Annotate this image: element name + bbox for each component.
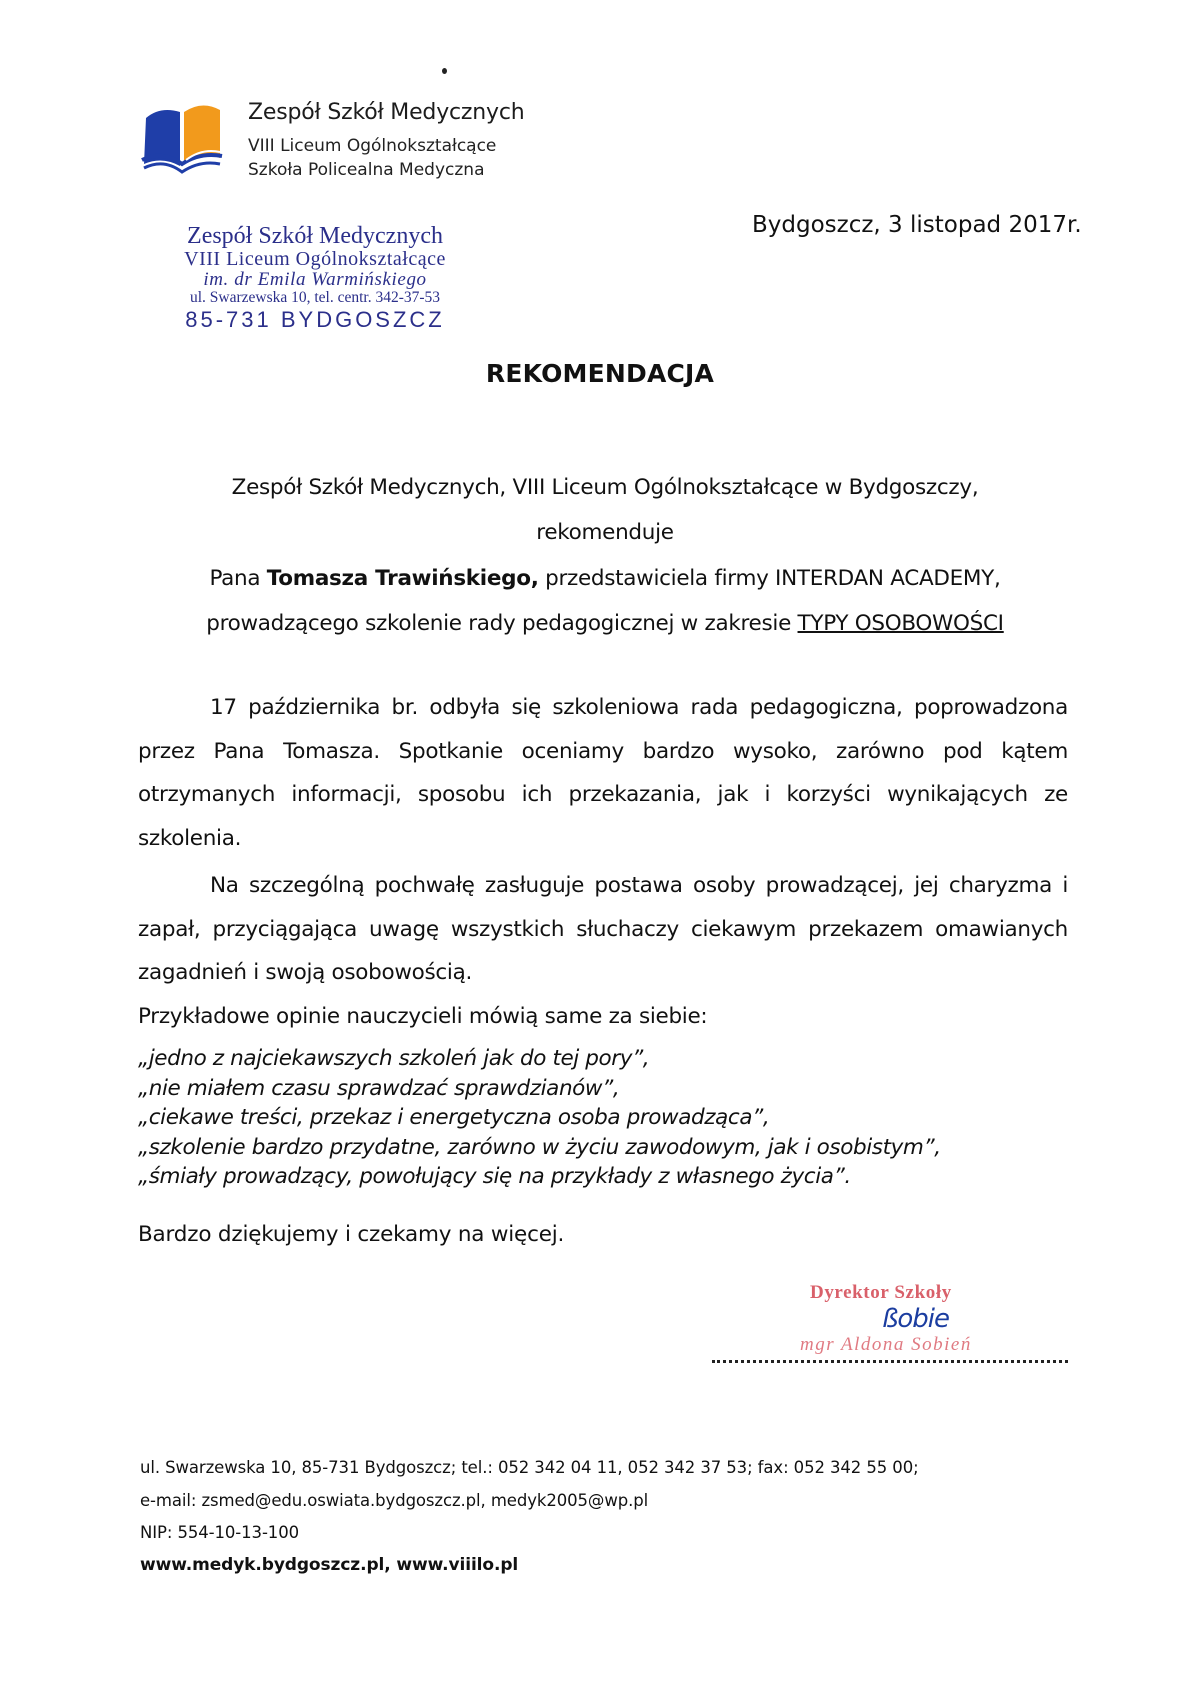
quote: „śmiały prowadzący, powołujący się na przykłady z własnego życia”. <box>138 1164 851 1189</box>
teacher-quotes <box>138 1044 1068 1192</box>
intro-line-2: rekomenduje <box>536 520 674 545</box>
intro-prefix: Pana <box>209 566 267 591</box>
training-topic: TYPY OSOBOWOŚCI <box>797 611 1004 636</box>
open-book-logo-icon <box>140 98 224 176</box>
quote: „nie miałem czasu sprawdzać sprawdzianów”, <box>138 1075 620 1101</box>
intro-line-4 <box>130 611 1080 636</box>
signatory-name-stamp: mgr Aldona Sobień <box>800 1334 972 1355</box>
recommended-person-name: Tomasza Trawińskiego, <box>266 566 539 591</box>
intro-line-1: Zespół Szkół Medycznych, VIII Liceum Ogólnokształcące w Bydgoszczy, <box>231 475 979 500</box>
signature-block <box>712 1282 1068 1363</box>
letter-date: Bydgoszcz, 3 listopad 2017r. <box>752 212 1082 238</box>
stamp-line-1: Zespół Szkół Medycznych <box>187 223 443 249</box>
letter-body <box>138 686 1068 1250</box>
paragraph-1-text: 17 października br. odbyła się szkoleniowa rada pedagogiczna, poprowadzona przez Pana Tomasza. Spotkanie oceniamy bardzo wysoko, zarówno pod kątem otrzymanych informacji, sposobu ich przekazania, jak i korzyści wynikających ze szkolenia. <box>138 695 1068 851</box>
quote: „szkolenie bardzo przydatne, zarówno w życiu zawodowym, jak i osobistym”, <box>138 1134 941 1160</box>
school-stamp <box>150 224 480 331</box>
document-title: REKOMENDACJA <box>485 359 715 388</box>
intro-company: przedstawiciela firmy INTERDAN ACADEMY, <box>538 566 1001 591</box>
quote: „ciekawe treści, przekaz i energetyczna osoba prowadząca”, <box>138 1105 770 1130</box>
opinions-intro: Przykładowe opinie nauczycieli mówią same za siebie: <box>138 1003 708 1029</box>
org-subtitle-2: Szkoła Policealna Medyczna <box>248 160 485 180</box>
intro-line-3 <box>130 566 1080 591</box>
signature-title-stamp: Dyrektor Szkoły <box>810 1282 952 1303</box>
org-name: Zespół Szkół Medycznych <box>248 100 525 125</box>
closing-line: Bardzo dziękujemy i czekamy na więcej. <box>138 1221 565 1247</box>
intro-training-text: prowadzącego szkolenie rady pedagogicznej w zakresie <box>206 611 798 636</box>
footer-nip: NIP: 554-10-13-100 <box>140 1523 300 1542</box>
stamp-line-3: im. dr Emila Warmińskiego <box>203 269 427 291</box>
quote: „jedno z najciekawszych szkoleń jak do tej pory”, <box>138 1046 650 1071</box>
handwritten-signature: ßobie <box>882 1304 950 1334</box>
footer-websites: www.medyk.bydgoszcz.pl, www.viiilo.pl <box>140 1555 519 1575</box>
footer-email: e-mail: zsmed@edu.oswiata.bydgoszcz.pl, medyk2005@wp.pl <box>140 1491 649 1510</box>
stamp-line-4: ul. Swarzewska 10, tel. centr. 342-37-53 <box>189 289 441 307</box>
scan-speck <box>442 68 447 74</box>
stamp-line-5: 85-731 BYDGOSZCZ <box>185 307 445 333</box>
paragraph-2-text: Na szczególną pochwałę zasługuje postawa osoby prowadzącej, jej charyzma i zapał, przyciągająca uwagę wszystkich słuchaczy ciekawym przekazem omawianych zagadnień i swoją osobowością. <box>138 873 1068 985</box>
footer-address: ul. Swarzewska 10, 85-731 Bydgoszcz; tel.: 052 342 04 11, 052 342 37 53; fax: 052 342 55 00; <box>140 1458 919 1477</box>
org-subtitle-1: VIII Liceum Ogólnokształcące <box>248 136 497 156</box>
paragraph-2 <box>138 864 1068 995</box>
stamp-line-2: VIII Liceum Ogólnokształcące <box>184 248 446 271</box>
paragraph-1 <box>138 686 1068 860</box>
signature-line <box>712 1360 1068 1363</box>
